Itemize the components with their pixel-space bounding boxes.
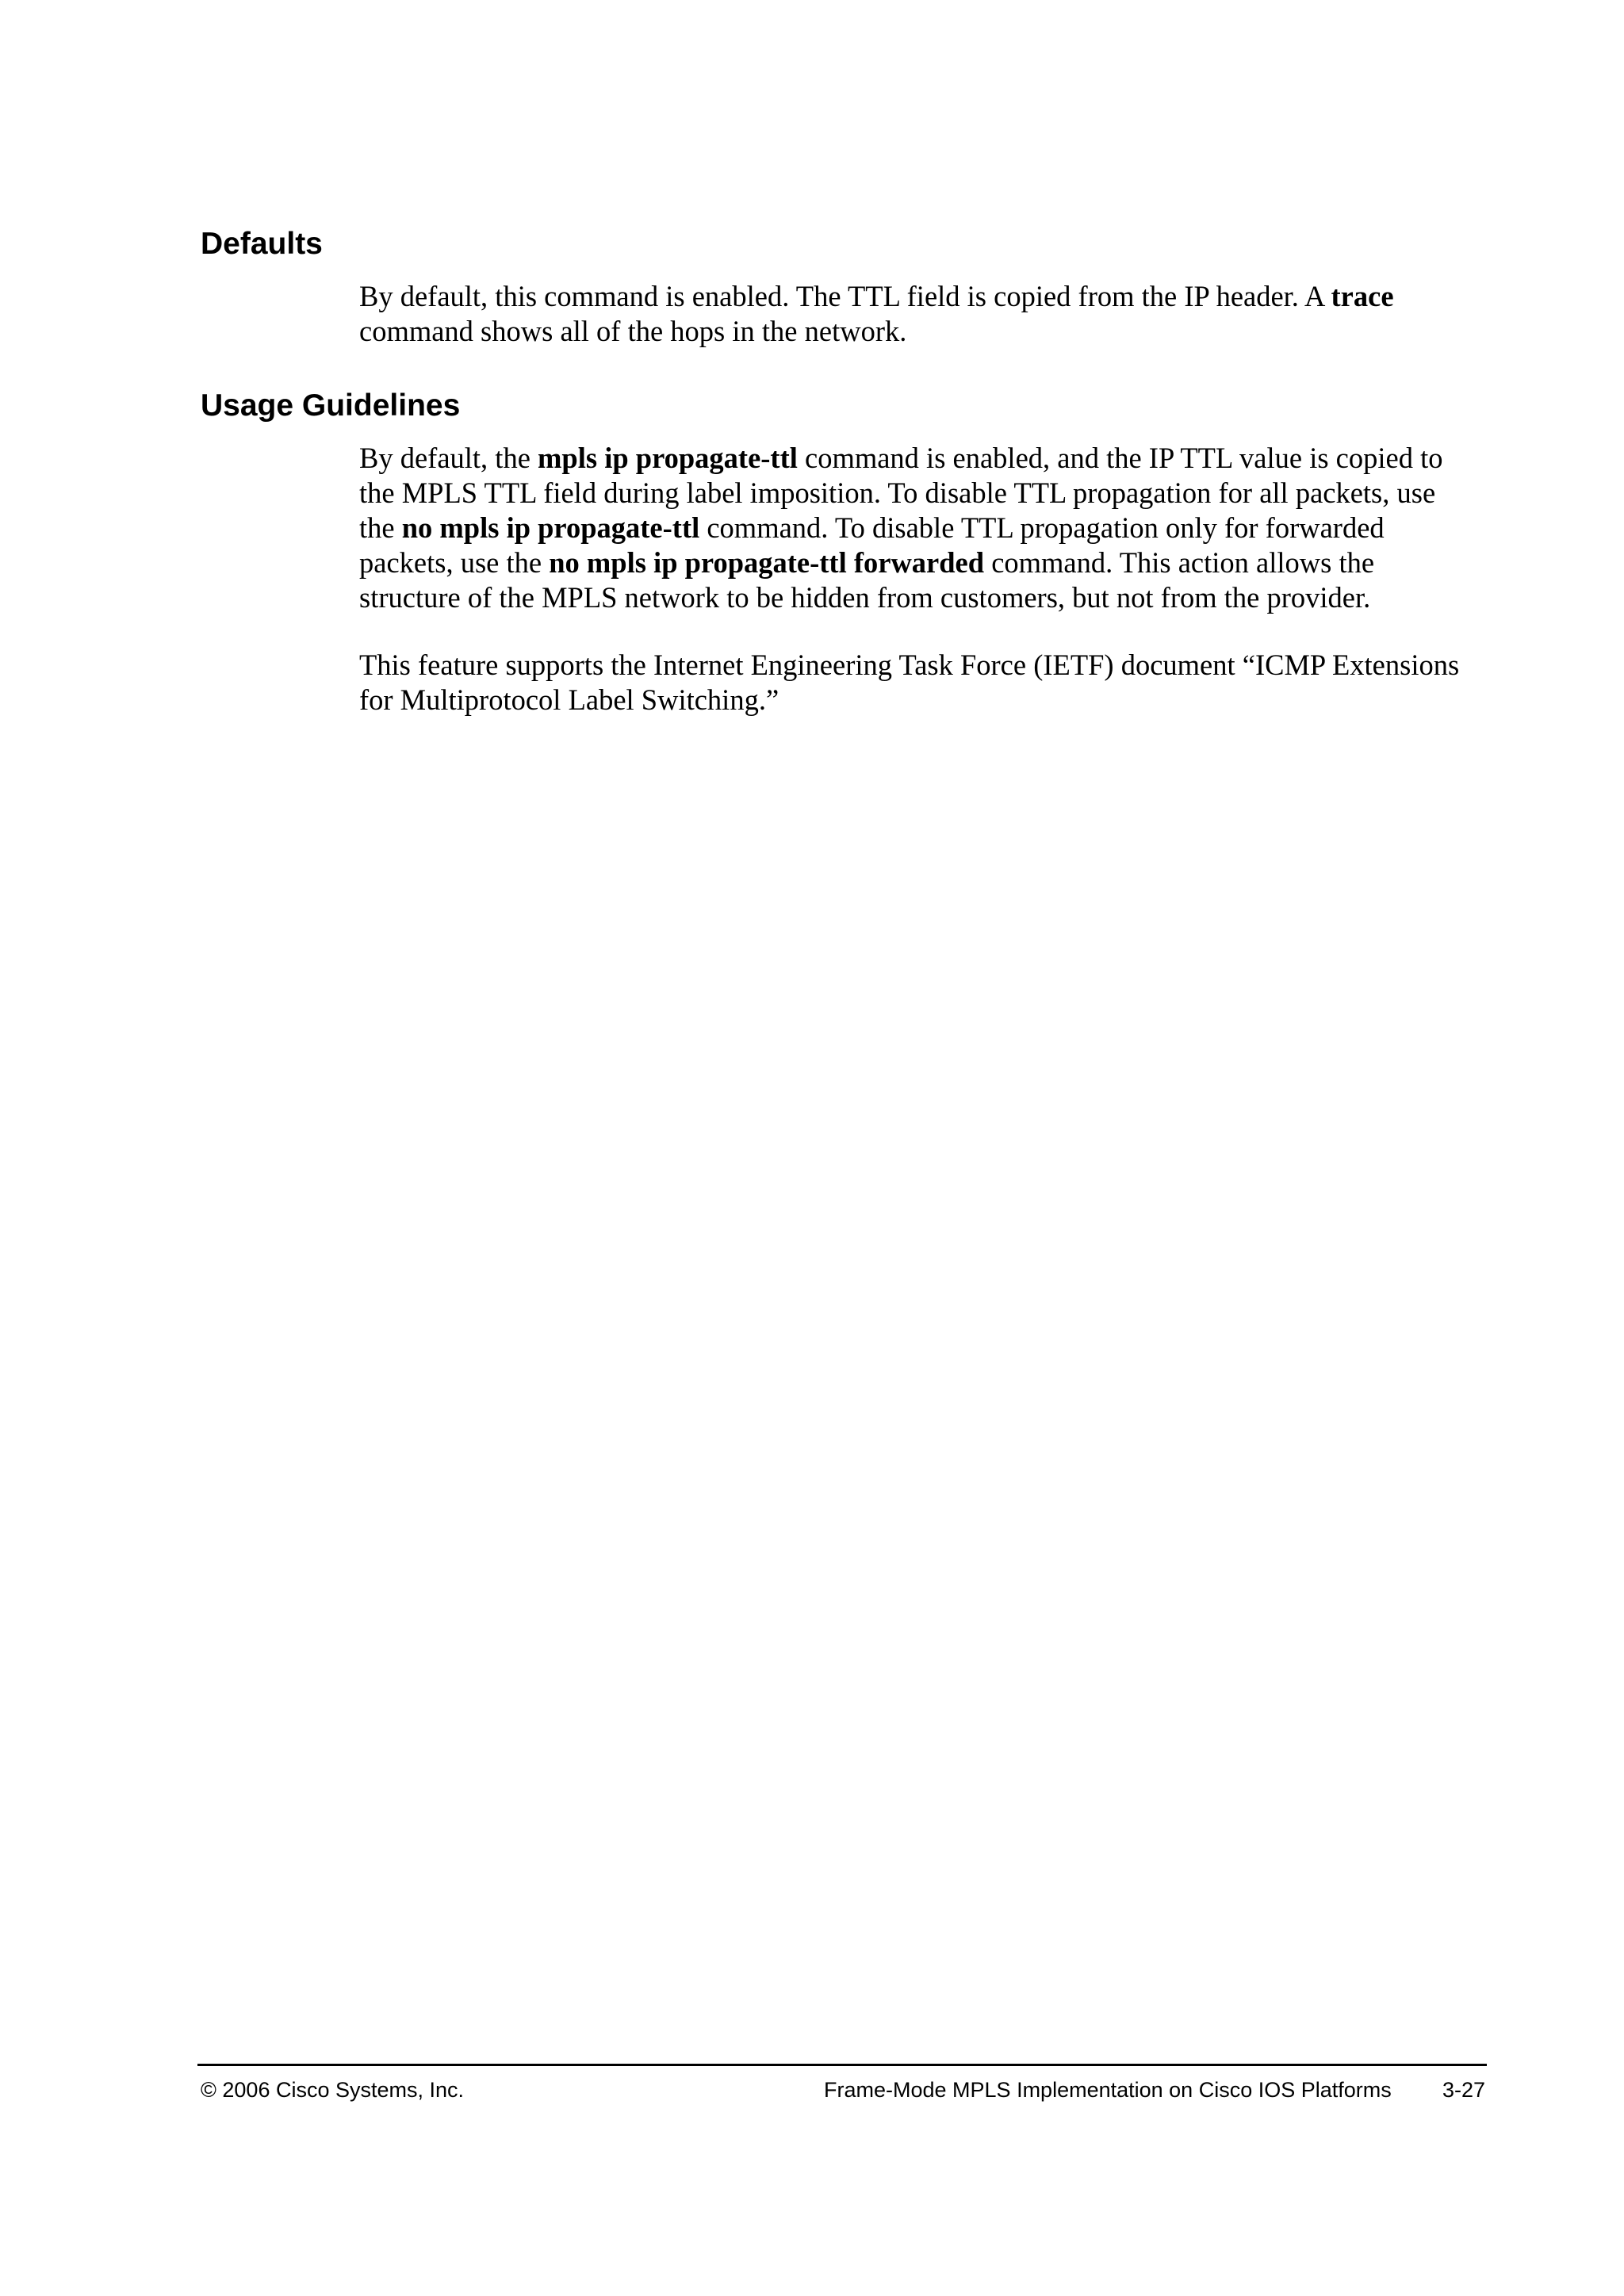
usage-guidelines-body	[359, 441, 1501, 718]
text-line: This feature supports the Internet Engineering Task Force (IETF) document “ICMP Extensions	[359, 649, 1460, 681]
defaults-heading: Defaults	[201, 227, 323, 261]
text-line: command shows all of the hops in the network.	[359, 315, 907, 347]
defaults-paragraph	[359, 279, 1501, 349]
text-line: for Multiprotocol Label Switching.”	[359, 683, 779, 716]
usage-paragraph-1	[359, 441, 1501, 615]
text-line: By default, the mpls ip propagate-ttl command is enabled, and the IP TTL value is copied to	[359, 442, 1443, 474]
footer-document-title: Frame-Mode MPLS Implementation on Cisco IOS Platforms	[824, 2078, 1392, 2102]
text-line: By default, this command is enabled. The TTL field is copied from the IP header. A trace	[359, 280, 1394, 312]
footer-divider	[197, 2064, 1487, 2066]
footer-page-number: 3-27	[1442, 2078, 1486, 2102]
usage-guidelines-heading: Usage Guidelines	[201, 388, 461, 423]
text-line: structure of the MPLS network to be hidden from customers, but not from the provider.	[359, 581, 1371, 614]
usage-paragraph-2	[359, 648, 1501, 718]
text-line: the no mpls ip propagate-ttl command. To disable TTL propagation only for forwarded	[359, 511, 1385, 544]
text-line: packets, use the no mpls ip propagate-ttl forwarded command. This action allows the	[359, 546, 1375, 579]
text-line: the MPLS TTL field during label imposition. To disable TTL propagation for all packets, use	[359, 476, 1436, 509]
footer-copyright: © 2006 Cisco Systems, Inc.	[201, 2078, 465, 2102]
defaults-body	[359, 279, 1501, 349]
